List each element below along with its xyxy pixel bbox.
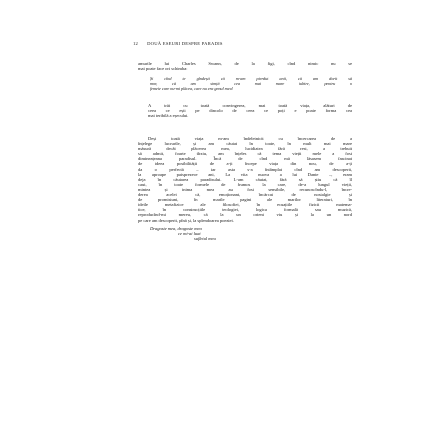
text-line: dimineațeana paradisul. Încă de cînd mă lăsasem fascinat [138, 156, 352, 162]
text-line: A trăi cu toată convingerea, mai toată viața, alături de [148, 103, 352, 108]
text-line: mintea și inima mea au fost sensibile, recunoscîndu-l, încre- [138, 186, 352, 192]
text-line: derea acelei că, emoționant, încărcat de nostalgie și [138, 192, 352, 198]
text-line: de promisiuni, în marile pagini ale marilor literaturi, în [138, 197, 352, 203]
verse-line: Dragoste mea, dragoste mea [150, 226, 202, 231]
text-line: reproducînd-mi mereu, că la un orient viu și la un nord [138, 212, 352, 218]
quote-line: femeie care nu-mi plăcea, care nu era genul meu! [150, 86, 234, 91]
running-head [133, 41, 223, 46]
paragraph-1 [138, 61, 352, 71]
text-line: Deși toată viața m-am îndeletnicit cu încercarea de a [148, 136, 352, 141]
block-quote-2 [150, 226, 280, 241]
quote-line: mor, că am simțit cea mai mare iubire, pentru o [150, 81, 352, 86]
paragraph-2 [138, 103, 352, 118]
text-line: să admit, foarte tîrziu, am înțeles că tema vieții mele a fost [138, 151, 352, 157]
text-line: da o perfectă – iar asta s-a întâmplat cînd am descoperit, [138, 166, 352, 172]
text-line: ceea ce ești pe dincolo de ceea ce poți e poate forma cea [148, 108, 352, 114]
running-title: DOUĂ ESEURI DESPRE PARADIS [147, 41, 223, 46]
text-line: mai poate face ori schimba: [138, 66, 188, 72]
text-line: caut, în toate formele de frumos la care, de-a lungul vieții, [138, 181, 352, 187]
text-line: pe care am descoperit, pînă și, la splendoarea poeziei. [138, 217, 234, 223]
text-line: înțelege lucrurile, și am căutat în toate, în mult mai mare [138, 141, 352, 147]
text-line: amurile lui Charles Swann, de la figi, cînd nimic nu se [138, 61, 352, 66]
block-quote-1 [150, 77, 352, 92]
page-number: 12 [133, 41, 139, 46]
paragraph-3 [138, 136, 352, 223]
quote-line: Și cînd te gîndești că m-am pierdut anii, că am dorit să [150, 77, 352, 81]
text-line: tice, în construcțiile teologiei, logica formală sau muzică, [138, 207, 352, 213]
text-line: deja în căutarea paradisului. L-am căutat, fără să știu că îl [138, 176, 352, 182]
text-line: de ideea posibilității de a-ți începe viața din nou, de a-ți [138, 161, 352, 167]
text-line: măsură decât plăcerea mea, lucidiatea fără rest, a trebuit [138, 146, 352, 152]
verse-line: sufletul meu [194, 236, 216, 242]
text-line: mai teribilă a eșecului. [148, 113, 189, 119]
verse-line: ce mi-ai luat [178, 231, 201, 237]
text-line: ideile metafizice ale filosofiei, în ecuațiile fizicii matema- [138, 202, 352, 208]
text-line: la aproape paisprezece ani, La vita nuova a lui Dante –, eram [138, 171, 352, 177]
